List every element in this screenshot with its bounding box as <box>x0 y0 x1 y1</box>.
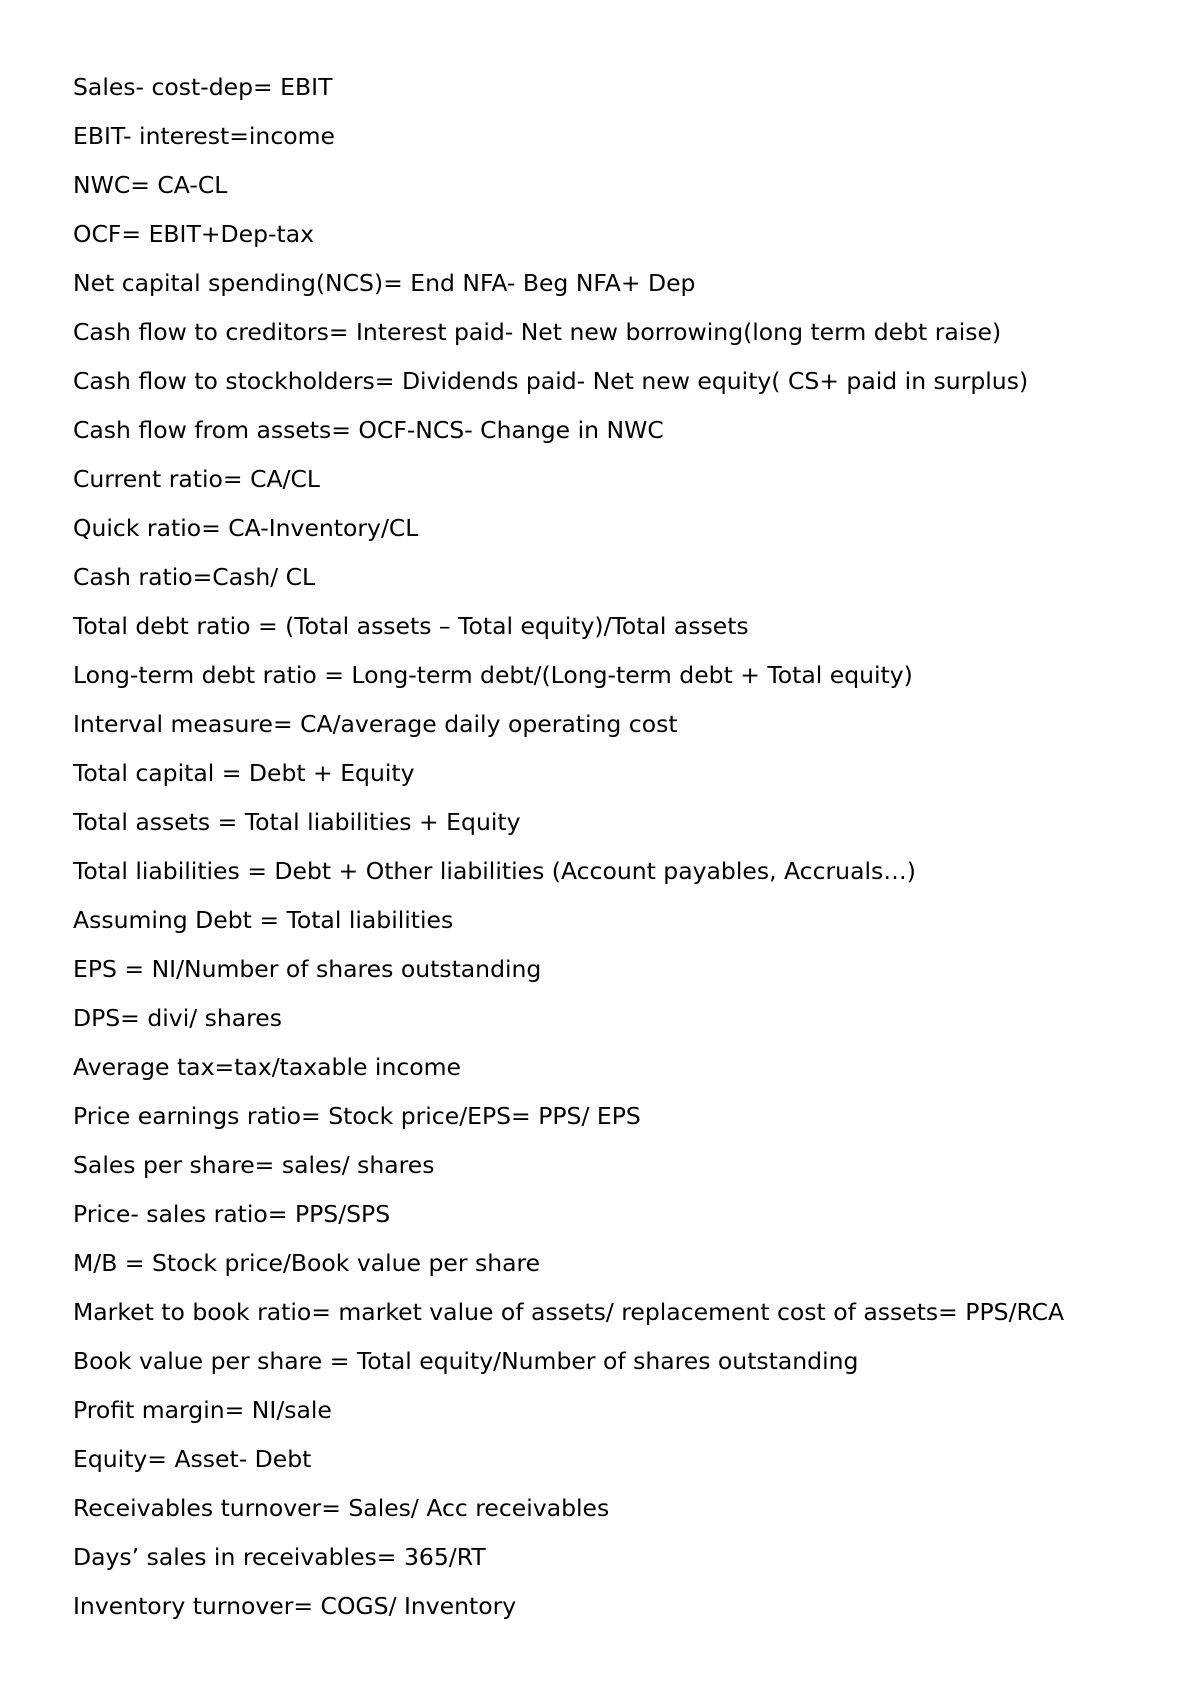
formula-line: Net capital spending(NCS)= End NFA- Beg NFA+ Dep <box>73 269 696 297</box>
formula-line: Book value per share = Total equity/Number of shares outstanding <box>73 1347 859 1375</box>
formula-line: Total assets = Total liabilities + Equity <box>73 808 521 836</box>
formula-line: Cash flow to stockholders= Dividends paid- Net new equity( CS+ paid in surplus) <box>73 367 1029 395</box>
formula-line: Sales- cost-dep= EBIT <box>73 73 333 101</box>
formula-line: OCF= EBIT+Dep-tax <box>73 220 315 248</box>
formula-line: Price- sales ratio= PPS/SPS <box>73 1200 391 1228</box>
formula-line: M/B = Stock price/Book value per share <box>73 1249 541 1277</box>
formula-line: Long-term debt ratio = Long-term debt/(Long-term debt + Total equity) <box>73 661 913 689</box>
formula-line: Total capital = Debt + Equity <box>73 759 415 787</box>
formula-line: Equity= Asset- Debt <box>73 1445 312 1473</box>
formula-line: Quick ratio= CA-Inventory/CL <box>73 514 419 542</box>
formula-line: EBIT- interest=income <box>73 122 335 150</box>
formula-line: Assuming Debt = Total liabilities <box>73 906 454 934</box>
formula-line: Market to book ratio= market value of assets/ replacement cost of assets= PPS/RCA <box>73 1298 1065 1326</box>
formula-line: Total debt ratio = (Total assets – Total equity)/Total assets <box>73 612 749 640</box>
formula-line: Price earnings ratio= Stock price/EPS= PPS/ EPS <box>73 1102 641 1130</box>
formula-line: Cash flow from assets= OCF-NCS- Change in NWC <box>73 416 664 444</box>
formula-line: Interval measure= CA/average daily operating cost <box>73 710 678 738</box>
formula-line: DPS= divi/ shares <box>73 1004 282 1032</box>
formula-list <box>73 64 1173 1632</box>
formula-line: Inventory turnover= COGS/ Inventory <box>73 1592 517 1620</box>
formula-line: Profit margin= NI/sale <box>73 1396 332 1424</box>
formula-line: Cash ratio=Cash/ CL <box>73 563 316 591</box>
formula-line: Receivables turnover= Sales/ Acc receivables <box>73 1494 610 1522</box>
formula-line: NWC= CA-CL <box>73 171 228 199</box>
formula-line: Average tax=tax/taxable income <box>73 1053 461 1081</box>
formula-line: Current ratio= CA/CL <box>73 465 320 493</box>
formula-line: EPS = NI/Number of shares outstanding <box>73 955 542 983</box>
formula-line: Sales per share= sales/ shares <box>73 1151 435 1179</box>
formula-line: Cash flow to creditors= Interest paid- Net new borrowing(long term debt raise) <box>73 318 1002 346</box>
formula-line: Days’ sales in receivables= 365/RT <box>73 1543 486 1571</box>
formula-line: Total liabilities = Debt + Other liabilities (Account payables, Accruals…) <box>73 857 916 885</box>
